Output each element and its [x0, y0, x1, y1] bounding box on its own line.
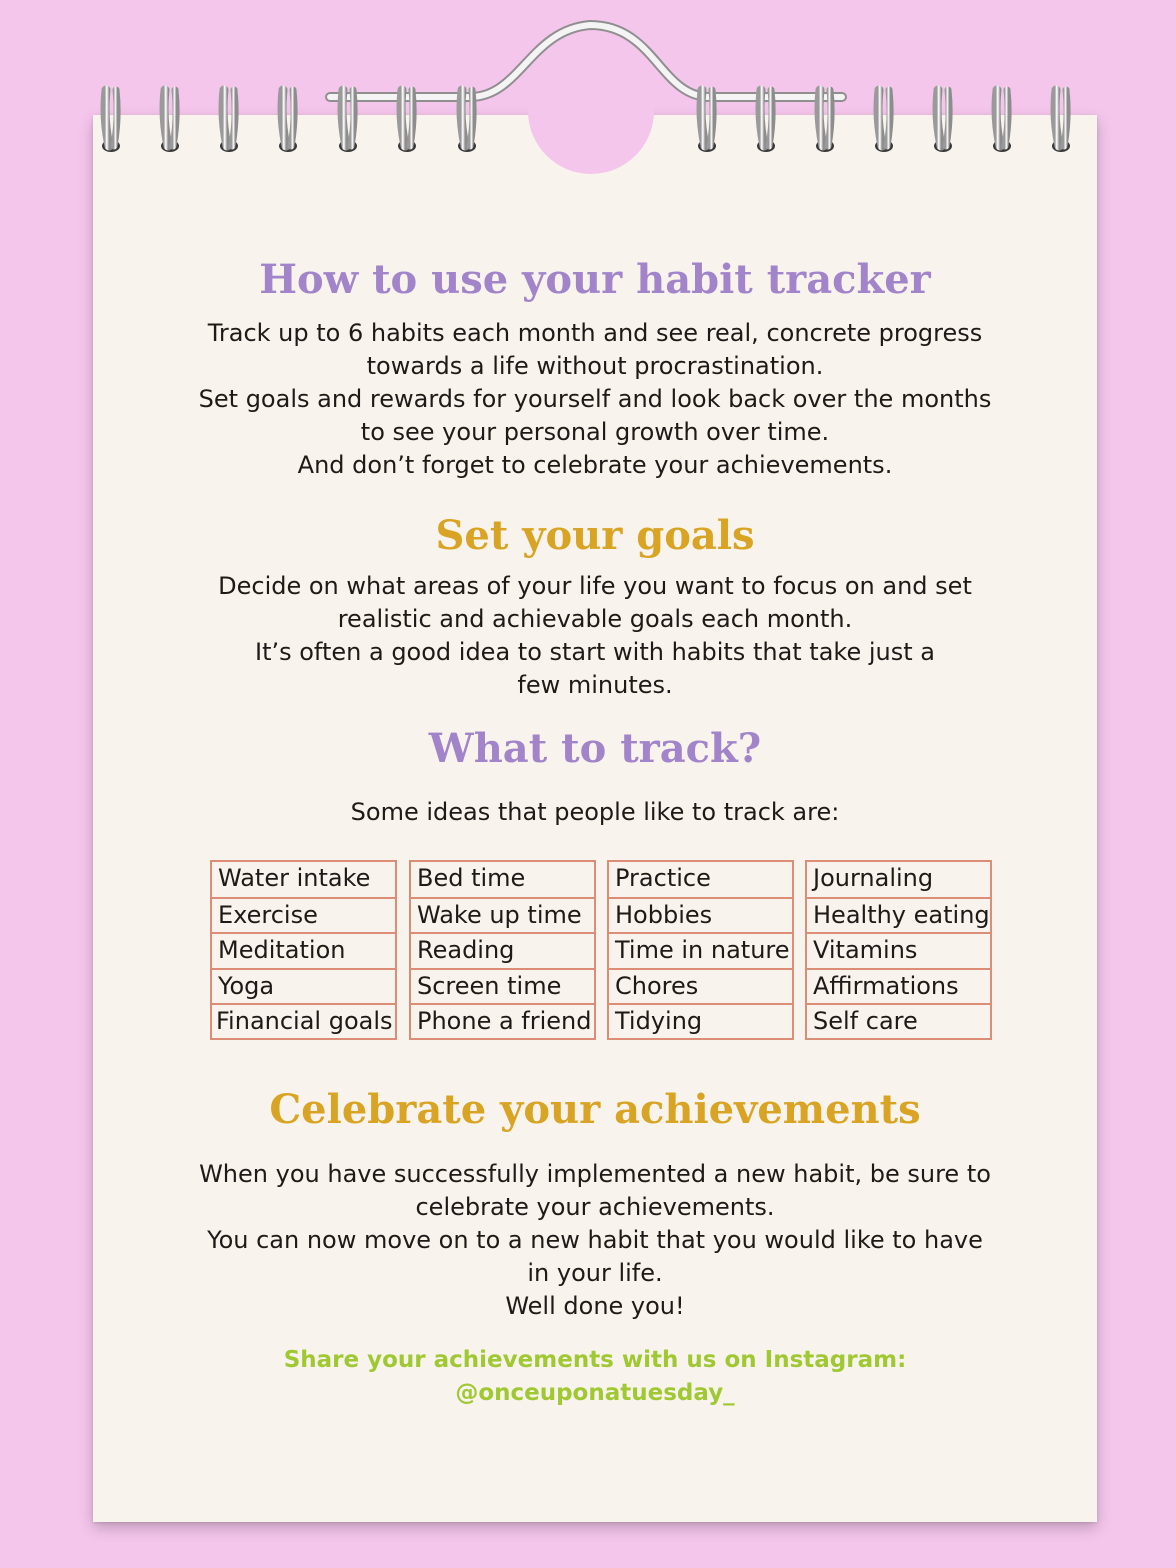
what-to-track-intro: Some ideas that people like to track are:: [350, 798, 840, 826]
text-line: When you have successfully implemented a new habit, be sure to: [199, 1160, 991, 1188]
text-line: Decide on what areas of your life you want to focus on and set: [218, 572, 972, 600]
idea-cell: Screen time: [411, 968, 594, 1003]
text-line: Set goals and rewards for yourself and look back over the months: [198, 385, 992, 413]
idea-cell: Healthy eating: [807, 897, 990, 932]
hanger-notch: [528, 48, 654, 174]
how-to-use-heading: How to use your habit tracker: [259, 256, 931, 303]
set-goals-text: [93, 570, 1097, 702]
set-goals-heading: Set your goals: [435, 512, 755, 559]
instagram-handle-link[interactable]: @onceuponatuesday_: [455, 1380, 735, 1406]
text-line: celebrate your achievements.: [415, 1193, 775, 1221]
text-line: to see your personal growth over time.: [360, 418, 830, 446]
idea-cell: Vitamins: [807, 932, 990, 967]
idea-cell: Water intake: [218, 864, 371, 892]
text-line: in your life.: [527, 1259, 663, 1287]
idea-cell: Self care: [807, 1003, 990, 1038]
celebrate-text: [93, 1158, 1097, 1323]
idea-cell: Bed time: [417, 864, 526, 892]
share-text: Share your achievements with us on Instagram:: [283, 1347, 907, 1373]
text-line: few minutes.: [517, 671, 673, 699]
text-line: And don’t forget to celebrate your achievements.: [297, 451, 893, 479]
habit-ideas-table: [210, 860, 992, 1040]
idea-cell: Reading: [411, 932, 594, 967]
text-line: Track up to 6 habits each month and see real, concrete progress: [207, 319, 983, 347]
ideas-column: [409, 860, 596, 1040]
idea-cell: Tidying: [609, 1003, 792, 1038]
idea-cell: Yoga: [212, 968, 395, 1003]
text-line: Well done you!: [505, 1292, 685, 1320]
instagram-share: [93, 1344, 1097, 1410]
how-to-use-text: [93, 317, 1097, 482]
ideas-column: [607, 860, 794, 1040]
text-line: You can now move on to a new habit that you would like to have: [207, 1226, 983, 1254]
idea-cell: Hobbies: [609, 897, 792, 932]
text-line: realistic and achievable goals each month.: [337, 605, 853, 633]
idea-cell: Chores: [609, 968, 792, 1003]
celebrate-heading: Celebrate your achievements: [269, 1086, 921, 1133]
ideas-column: [805, 860, 992, 1040]
what-to-track-heading: What to track?: [428, 725, 762, 772]
idea-cell: Wake up time: [411, 897, 594, 932]
idea-cell: Financial goals: [212, 1003, 395, 1038]
idea-cell: Phone a friend: [411, 1003, 594, 1038]
idea-cell: Practice: [615, 864, 711, 892]
idea-cell: Time in nature: [609, 932, 792, 967]
idea-cell: Affirmations: [807, 968, 990, 1003]
idea-cell: Meditation: [212, 932, 395, 967]
text-line: towards a life without procrastination.: [366, 352, 824, 380]
idea-cell: Journaling: [813, 864, 934, 892]
ideas-column: [210, 860, 397, 1040]
text-line: It’s often a good idea to start with habits that take just a: [255, 638, 935, 666]
idea-cell: Exercise: [212, 897, 395, 932]
